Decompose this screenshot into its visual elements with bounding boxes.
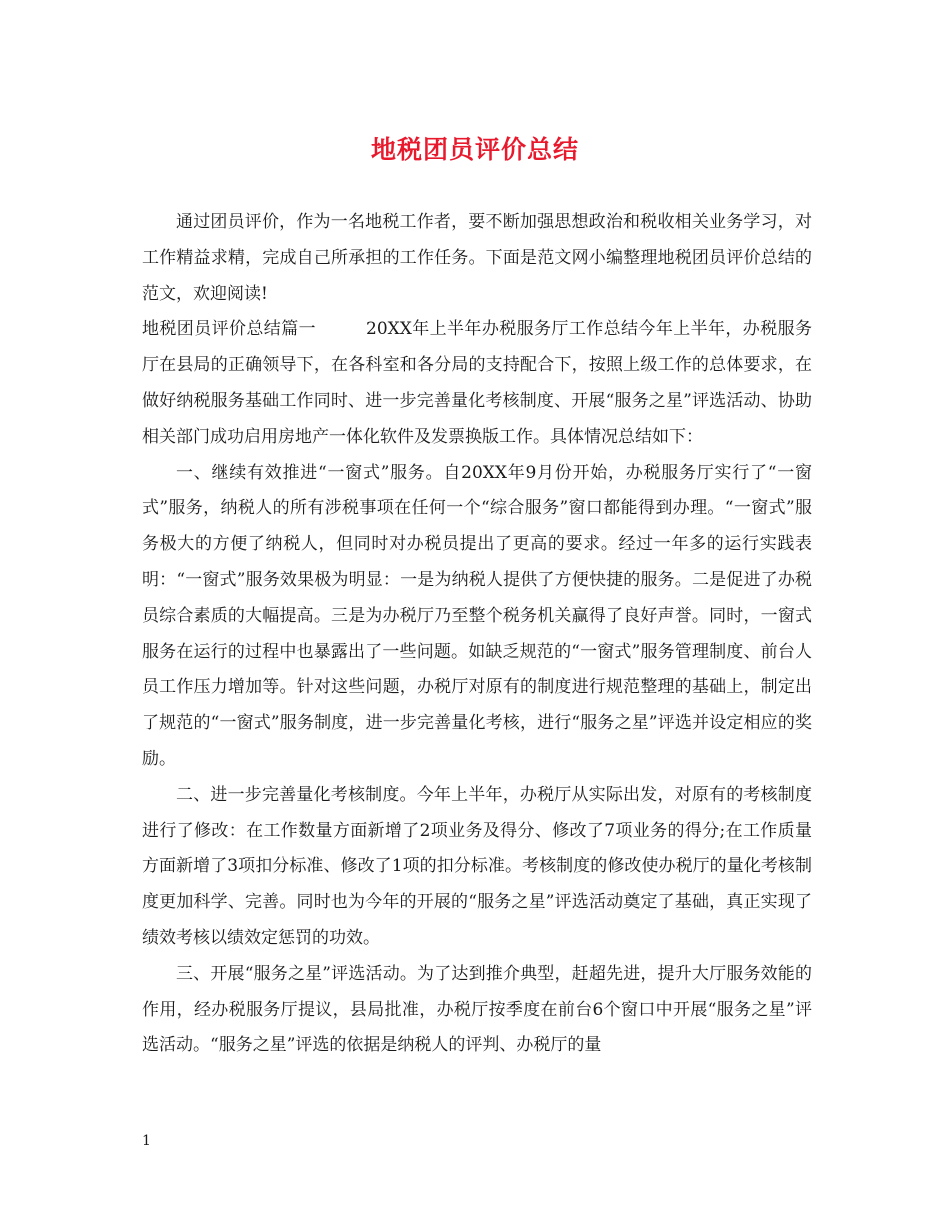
page-number: 1 xyxy=(142,1133,151,1149)
intro-paragraph: 通过团员评价，作为一名地税工作者，要不断加强思想政治和税收相关业务学习，对工作精益求精，完成自己所承担的工作任务。下面是范文网小编整理地税团员评价总结的范文，欢迎阅读! xyxy=(142,212,812,304)
section-paragraph xyxy=(142,312,812,455)
document-title: 地税团员评价总结 xyxy=(370,135,579,164)
body-paragraph-1: 一、继续有效推进“一窗式”服务。自20XX年9月份开始，办税服务厅实行了“一窗式”服务，纳税人的所有涉税事项在任何一个“综合服务”窗口都能得到办理。“一窗式”服务极大的方便了纳税人，但同时对办税员提出了更高的要求。经过一年多的运行实践表明：“一窗式”服务效果极为明显：一是为纳税人提供了方便快捷的服务。二是促进了办税员综合素质的大幅提高。三是为办税厅乃至整个税务机关赢得了良好声誉。同时，一窗式服务在运行的过程中也暴露出了一些问题。如缺乏规范的“一窗式”服务管理制度、前台人员工作压力增加等。针对这些问题，办税厅对原有的制度进行规范整理的基础上，制定出了规范的“一窗式”服务制度，进一步完善量化考核，进行“服务之星”评选并设定相应的奖励。 xyxy=(142,462,812,769)
section-heading: 地税团员评价总结篇一 xyxy=(142,319,316,340)
document-body xyxy=(142,205,812,1064)
body-paragraph-2: 二、进一步完善量化考核制度。今年上半年，办税厅从实际出发，对原有的考核制度进行了修改：在工作数量方面新增了2项业务及得分、修改了7项业务的得分;在工作质量方面新增了3项扣分标准、修改了1项的扣分标准。考核制度的修改使办税厅的量化考核制度更加科学、完善。同时也为今年的开展的“服务之星”评选活动奠定了基础，真正实现了绩效考核以绩效定惩罚的功效。 xyxy=(142,784,812,948)
section-lead: 20XX年上半年办税服务厅工作总结今年上半年，办税服务厅在县局的正确领导下，在各科室和各分局的支持配合下，按照上级工作的总体要求，在做好纳税服务基础工作同时、进一步完善量化考核制度、开展“服务之星”评选活动、协助相关部门成功启用房地产一体化软件及发票换版工作。具体情况总结如下： xyxy=(142,319,813,447)
body-paragraph-3: 三、开展“服务之星”评选活动。为了达到推介典型，赶超先进，提升大厅服务效能的作用，经办税服务厅提议，县局批准，办税厅按季度在前台6个窗口中开展“服务之星”评选活动。“服务之星”评选的依据是纳税人的评判、办税厅的量 xyxy=(142,963,812,1056)
